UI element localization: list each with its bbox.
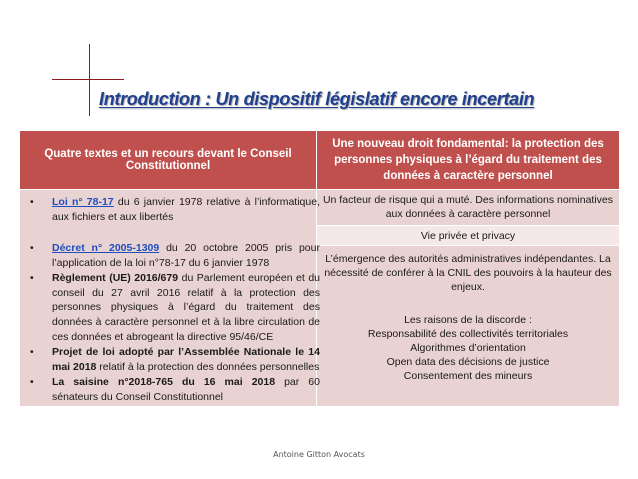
discord-item: Responsabilité des collectivités territoriales	[367, 327, 569, 340]
legal-texts-list	[20, 195, 320, 405]
decorative-cross-horizontal	[52, 79, 124, 80]
decorative-cross-vertical	[89, 44, 90, 116]
table-header-left: Quatre textes et un recours devant le Conseil Constitutionnel	[20, 131, 316, 189]
table-header-right: Une nouveau droit fondamental: la protection des personnes physiques à l’égard du traitement des données à caractère personnel	[317, 131, 619, 189]
footer-text: Antoine Gitton Avocats	[273, 450, 365, 459]
right-cell-authorities	[317, 246, 619, 406]
list-item-loi: • Loi n° 78-17 du 6 janvier 1978 relative à l’informatique, aux fichiers et aux libertés	[30, 195, 320, 225]
slide-title: Introduction : Un dispositif législatif encore incertain	[99, 89, 535, 109]
authorities-intro: L’émergence des autorités administratives indépendantes. La nécessité de conférer à la CNIL des pouvoirs à la hauteur des enjeux.	[324, 253, 612, 294]
list-item-saisine: • La saisine n°2018-765 du 16 mai 2018 par 60 sénateurs du Conseil Constitutionnel	[30, 375, 320, 405]
right-cell-privacy: Vie privée et privacy	[317, 226, 619, 245]
right-cell-risk-factor: Un facteur de risque qui a muté. Des informations nominatives aux données à caractère personnel	[317, 190, 619, 225]
list-item-reglement: • Règlement (UE) 2016/679 du Parlement européen et du conseil du 27 avril 2016 relatif à la protection des personnes physiques à l’égard du traitement des données à caractère personnel et à la libre circulation de ces données et abrogeant la directive 95/46/CE	[30, 271, 320, 346]
discord-item: Algorithmes d’orientation	[410, 341, 526, 354]
discord-item: Consentement des mineurs	[403, 370, 533, 383]
loi-78-17-link[interactable]: Loi n° 78-17	[52, 196, 114, 208]
discord-heading: Les raisons de la discorde :	[404, 313, 532, 326]
discord-item: Open data des décisions de justice	[386, 356, 550, 369]
decret-2005-1309-link[interactable]: Décret n° 2005-1309	[52, 241, 160, 254]
list-item-decret: • Décret n° 2005-1309 du 20 octobre 2005 pris pour l’application de la loi n°78-17 du 6 janvier 1978	[30, 241, 320, 271]
list-item-projet-de-loi: • Projet de loi adopté par l’Assemblée Nationale le 14 mai 2018 relatif à la protection des données personnelles	[30, 345, 320, 375]
